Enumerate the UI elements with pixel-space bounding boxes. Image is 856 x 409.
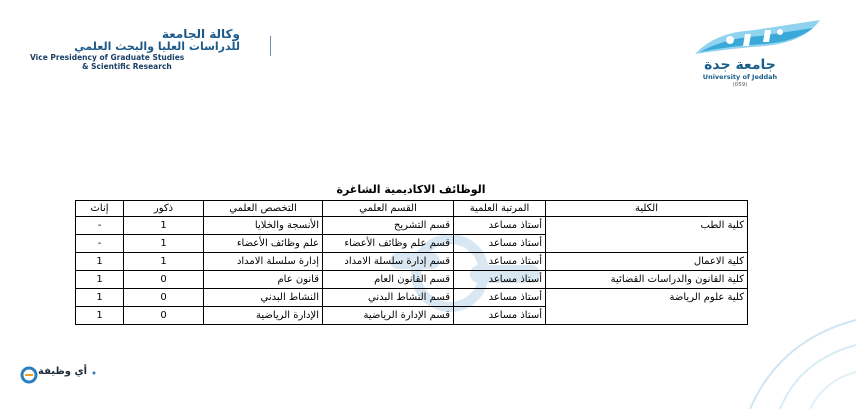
female-cell: - bbox=[76, 235, 124, 253]
column-header-college: الكلية bbox=[546, 201, 748, 217]
rank-cell: أستاذ مساعد bbox=[454, 271, 546, 289]
university-name-en: University of Jeddah bbox=[702, 73, 778, 81]
site-logo-text: أي وظيفة bbox=[38, 366, 88, 377]
rank-cell: أستاذ مساعد bbox=[454, 235, 546, 253]
rank-cell: أستاذ مساعد bbox=[454, 289, 546, 307]
female-cell: 1 bbox=[76, 271, 124, 289]
header-divider bbox=[270, 36, 271, 56]
rank-cell: أستاذ مساعد bbox=[454, 253, 546, 271]
letterhead-corner-decoration bbox=[740, 300, 856, 409]
vp-title-en: Vice Presidency of Graduate Studies bbox=[30, 53, 185, 62]
table-title: الوظائف الاكاديمية الشاغرة bbox=[336, 183, 486, 196]
male-cell: 0 bbox=[124, 289, 204, 307]
column-header-female: إناث bbox=[76, 201, 124, 217]
column-header-department: القسم العلمي bbox=[323, 201, 454, 217]
female-cell: 1 bbox=[76, 289, 124, 307]
table-header-row bbox=[76, 201, 748, 217]
male-cell: 0 bbox=[124, 307, 204, 325]
specialization-cell: النشاط البدني bbox=[204, 289, 323, 307]
college-cell: كلية علوم الرياضة bbox=[546, 289, 748, 325]
specialization-cell: علم وظائف الأعضاء bbox=[204, 235, 323, 253]
vp-subtitle-en: & Scientific Research bbox=[82, 62, 172, 71]
department-cell: قسم القانون العام bbox=[323, 271, 454, 289]
column-header-specialization: التخصص العلمي bbox=[204, 201, 323, 217]
department-cell: قسم الإدارة الرياضية bbox=[323, 307, 454, 325]
department-cell: قسم إدارة سلسلة الامداد bbox=[323, 253, 454, 271]
department-cell: قسم النشاط البدني bbox=[323, 289, 454, 307]
male-cell: 1 bbox=[124, 217, 204, 235]
male-cell: 1 bbox=[124, 235, 204, 253]
university-name-ar: جامعة جدة bbox=[704, 57, 776, 73]
male-cell: 0 bbox=[124, 271, 204, 289]
vp-title-ar: وكالة الجامعة bbox=[161, 27, 240, 41]
vacancies-table bbox=[75, 200, 748, 325]
vp-subtitle-ar: للدراسات العليا والبحث العلمي bbox=[74, 40, 240, 53]
table-row bbox=[76, 253, 748, 271]
table-row bbox=[76, 289, 748, 307]
specialization-cell: قانون عام bbox=[204, 271, 323, 289]
female-cell: - bbox=[76, 217, 124, 235]
department-cell: قسم التشريح bbox=[323, 217, 454, 235]
vice-presidency-header bbox=[30, 28, 240, 71]
university-code: (059) bbox=[732, 82, 748, 88]
specialization-cell: إدارة سلسلة الامداد bbox=[204, 253, 323, 271]
table-row bbox=[76, 217, 748, 235]
female-cell: 1 bbox=[76, 307, 124, 325]
college-cell: كلية الطب bbox=[546, 217, 748, 253]
column-header-rank: المرتبة العلمية bbox=[454, 201, 546, 217]
specialization-cell: الإدارة الرياضية bbox=[204, 307, 323, 325]
department-cell: قسم علم وظائف الأعضاء bbox=[323, 235, 454, 253]
rank-cell: أستاذ مساعد bbox=[454, 307, 546, 325]
male-cell: 1 bbox=[124, 253, 204, 271]
college-cell: كلية الاعمال bbox=[546, 253, 748, 271]
rank-cell: أستاذ مساعد bbox=[454, 217, 546, 235]
specialization-cell: الأنسجة والخلايا bbox=[204, 217, 323, 235]
female-cell: 1 bbox=[76, 253, 124, 271]
column-header-male: ذكور bbox=[124, 201, 204, 217]
college-cell: كلية القانون والدراسات القضائية bbox=[546, 271, 748, 289]
table-row bbox=[76, 271, 748, 289]
